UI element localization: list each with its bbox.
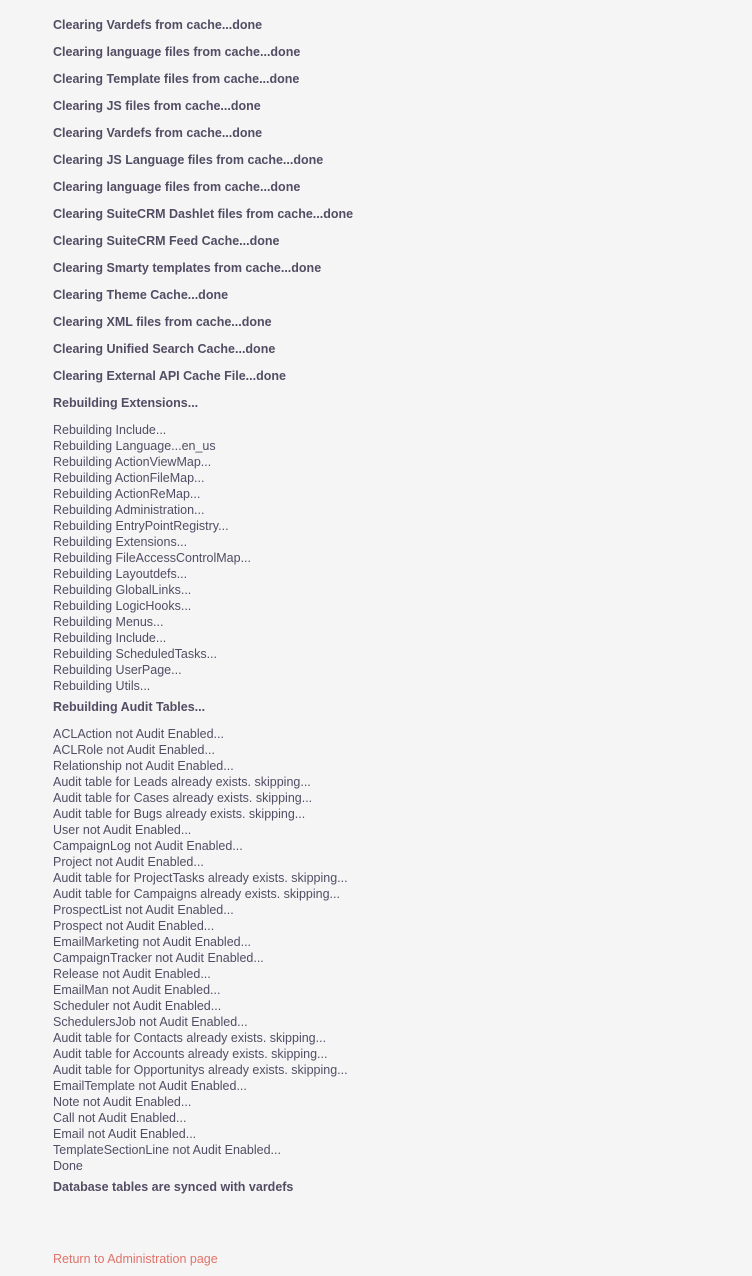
audit-log-line: Release not Audit Enabled...	[53, 967, 211, 981]
audit-log-line: Email not Audit Enabled...	[53, 1127, 197, 1141]
return-to-administration-link[interactable]: Return to Administration page	[53, 1252, 218, 1266]
audit-log-line: Audit table for Leads already exists. skipping...	[53, 775, 311, 789]
extension-log-line: Rebuilding Administration...	[53, 503, 205, 517]
audit-log-line: Audit table for Accounts already exists. skipping...	[53, 1047, 328, 1061]
extension-log-line: Rebuilding Layoutdefs...	[53, 567, 188, 581]
cache-step-line: Clearing Vardefs from cache...done	[53, 126, 263, 140]
extension-log-line: Rebuilding GlobalLinks...	[53, 583, 192, 597]
audit-log-line: TemplateSectionLine not Audit Enabled...	[53, 1143, 281, 1157]
audit-log-line: Prospect not Audit Enabled...	[53, 919, 215, 933]
extension-log-line: Rebuilding Language...en_us	[53, 439, 216, 453]
audit-log-line: Scheduler not Audit Enabled...	[53, 999, 222, 1013]
cache-step-line: Clearing Smarty templates from cache...done	[53, 261, 322, 275]
cache-step-line: Clearing Theme Cache...done	[53, 288, 229, 302]
extension-log-line: Rebuilding ActionReMap...	[53, 487, 201, 501]
audit-log-line: Call not Audit Enabled...	[53, 1111, 187, 1125]
cache-step-line: Clearing JS files from cache...done	[53, 99, 261, 113]
extension-log-line: Rebuilding Menus...	[53, 615, 164, 629]
extension-log-line: Rebuilding ActionFileMap...	[53, 471, 205, 485]
repair-output	[53, 16, 743, 1197]
audit-log	[53, 726, 743, 1174]
cache-steps-list	[53, 16, 743, 386]
audit-log-line: Audit table for ProjectTasks already exists. skipping...	[53, 871, 348, 885]
audit-log-line: Done	[53, 1159, 83, 1173]
sync-status-message: Database tables are synced with vardefs	[53, 1180, 294, 1194]
audit-log-line: CampaignTracker not Audit Enabled...	[53, 951, 264, 965]
cache-step-line: Clearing Template files from cache...done	[53, 72, 300, 86]
extension-log-line: Rebuilding UserPage...	[53, 663, 182, 677]
extensions-heading: Rebuilding Extensions...	[53, 396, 199, 410]
cache-step-line: Clearing External API Cache File...done	[53, 369, 286, 383]
cache-step-line: Clearing SuiteCRM Dashlet files from cache...done	[53, 207, 354, 221]
extension-log-line: Rebuilding FileAccessControlMap...	[53, 551, 252, 565]
audit-log-line: Audit table for Bugs already exists. skipping...	[53, 807, 306, 821]
audit-log-line: ACLRole not Audit Enabled...	[53, 743, 215, 757]
audit-log-line: Audit table for Campaigns already exists. skipping...	[53, 887, 340, 901]
audit-log-line: SchedulersJob not Audit Enabled...	[53, 1015, 248, 1029]
cache-step-line: Clearing Vardefs from cache...done	[53, 18, 263, 32]
extension-log-line: Rebuilding Utils...	[53, 679, 151, 693]
audit-log-line: EmailTemplate not Audit Enabled...	[53, 1079, 247, 1093]
extension-log-line: Rebuilding Extensions...	[53, 535, 188, 549]
cache-step-line: Clearing Unified Search Cache...done	[53, 342, 276, 356]
audit-heading: Rebuilding Audit Tables...	[53, 700, 206, 714]
cache-step-line: Clearing language files from cache...done	[53, 180, 301, 194]
extension-log-line: Rebuilding LogicHooks...	[53, 599, 192, 613]
audit-log-line: Audit table for Contacts already exists. skipping...	[53, 1031, 327, 1045]
extension-log-line: Rebuilding ActionViewMap...	[53, 455, 212, 469]
extension-log-line: Rebuilding EntryPointRegistry...	[53, 519, 229, 533]
extension-log-line: Rebuilding Include...	[53, 631, 167, 645]
audit-log-line: Audit table for Opportunitys already exists. skipping...	[53, 1063, 348, 1077]
audit-log-line: ACLAction not Audit Enabled...	[53, 727, 224, 741]
extensions-log	[53, 422, 743, 694]
audit-log-line: Note not Audit Enabled...	[53, 1095, 192, 1109]
audit-log-line: ProspectList not Audit Enabled...	[53, 903, 234, 917]
audit-log-line: User not Audit Enabled...	[53, 823, 192, 837]
cache-step-line: Clearing XML files from cache...done	[53, 315, 272, 329]
cache-step-line: Clearing SuiteCRM Feed Cache...done	[53, 234, 280, 248]
extension-log-line: Rebuilding ScheduledTasks...	[53, 647, 217, 661]
audit-log-line: Relationship not Audit Enabled...	[53, 759, 234, 773]
cache-step-line: Clearing language files from cache...done	[53, 45, 301, 59]
audit-log-line: CampaignLog not Audit Enabled...	[53, 839, 243, 853]
audit-log-line: Audit table for Cases already exists. skipping...	[53, 791, 313, 805]
cache-step-line: Clearing JS Language files from cache...done	[53, 153, 324, 167]
extension-log-line: Rebuilding Include...	[53, 423, 167, 437]
audit-log-line: Project not Audit Enabled...	[53, 855, 204, 869]
audit-log-line: EmailMan not Audit Enabled...	[53, 983, 221, 997]
audit-log-line: EmailMarketing not Audit Enabled...	[53, 935, 252, 949]
